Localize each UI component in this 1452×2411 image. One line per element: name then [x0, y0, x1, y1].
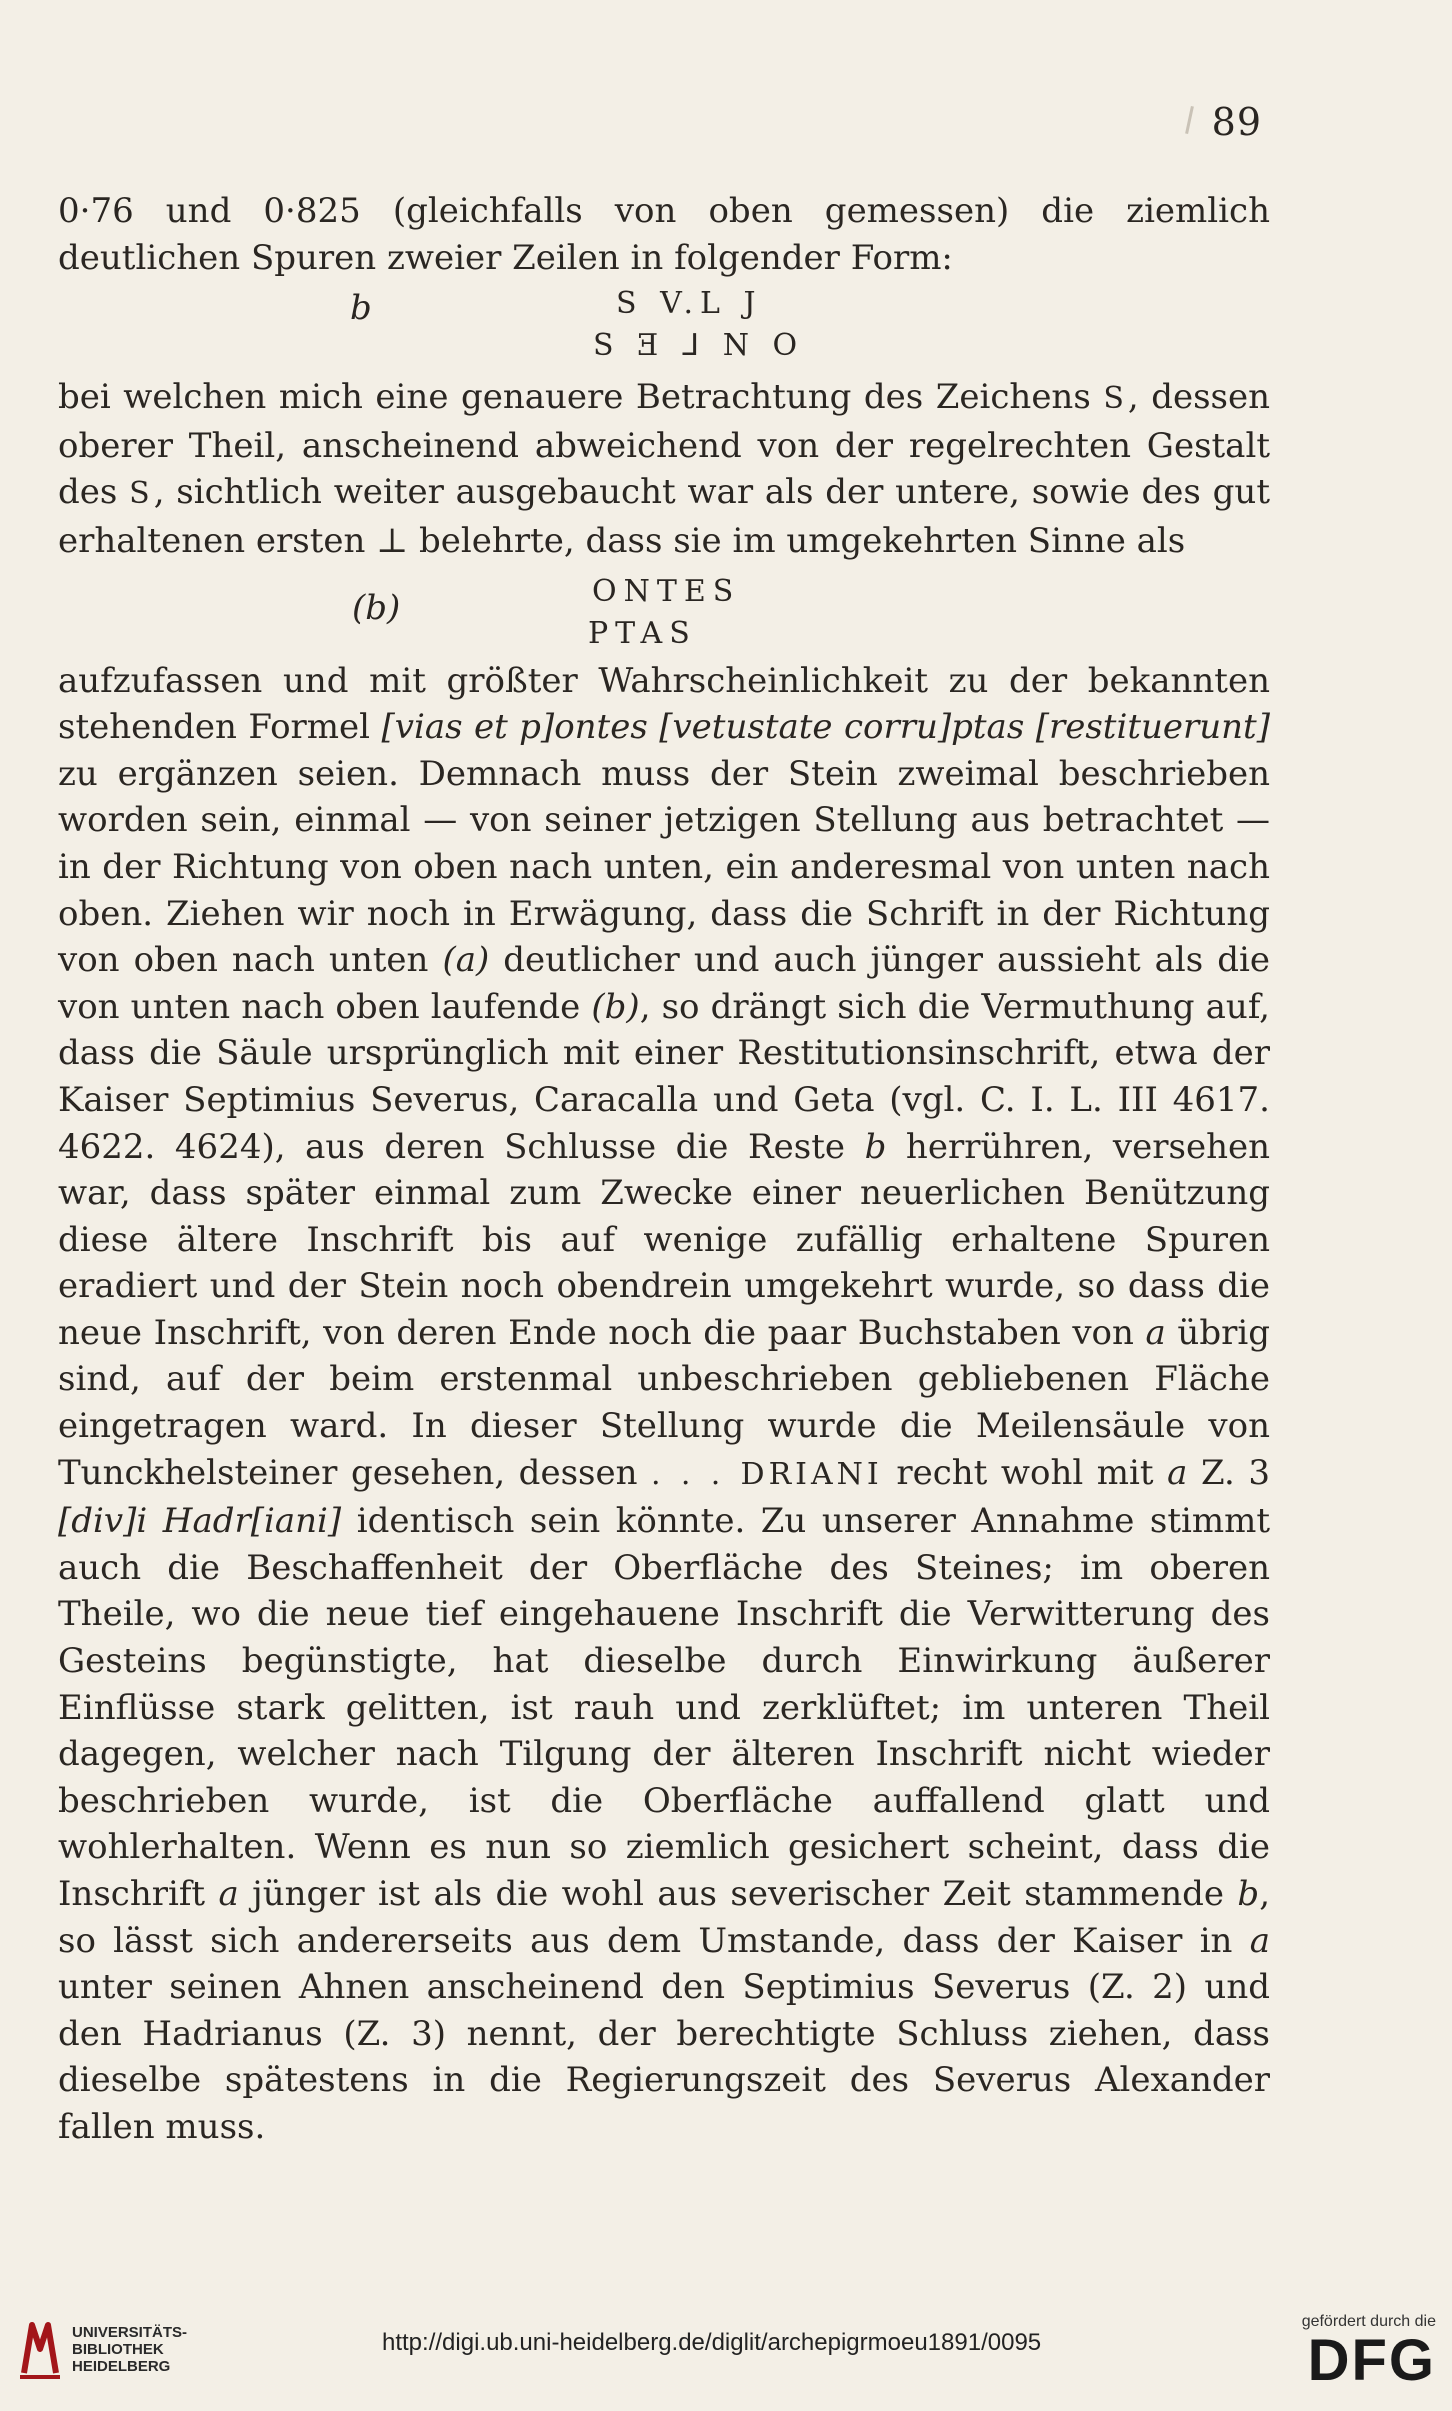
library-name-line-3: HEIDELBERG	[72, 2357, 171, 2375]
inscription-1-label: b	[350, 288, 372, 329]
source-url-link[interactable]: http://digi.ub.uni-heidelberg.de/diglit/archepigrmoeu1891/0095	[382, 2329, 1042, 2356]
inscription-2-line-1: ONTES	[592, 573, 741, 609]
p3-italic-b-3: b	[1237, 1874, 1260, 1914]
page-number: 89	[1211, 100, 1262, 144]
p2-text-a: bei welchen mich eine genauere Betrachtung des Zeichens	[58, 377, 1104, 418]
inscription-2-label: (b)	[352, 587, 401, 628]
p3-text-10: jünger ist als die wohl aus severischer Zeit stammende	[238, 1874, 1238, 1914]
p3-text-9: identisch sein könnte. Zu unserer Annahme stimmt auch die Beschaffenheit der Oberfläche des Steines; im oberen Theile, wo die neue tief eingehauene Inschrift die Verwitterung des Gesteins begünstigte, hat dieselbe durch Einwirkung äußerer Einflüsse stark gelitten, ist rauh und zerklüftet; im unteren Theil dagegen, welcher nach Tilgung der älteren Inschrift nicht wieder beschrieben wurde, ist die Oberfläche auffallend glatt und wohlerhalten. Wenn es nun so ziemlich gesichert scheint, dass die Inschrift	[58, 1501, 1270, 1914]
p2-letter-t-inverted: ⊥	[376, 520, 409, 561]
p3-italic-hadriani: [div]i Hadr[iani]	[58, 1501, 342, 1542]
library-name-line-2: BIBLIOTHEK	[72, 2340, 164, 2358]
p3-text-8: Z. 3	[1187, 1452, 1270, 1493]
library-name	[72, 2324, 187, 2375]
footer-bar	[0, 2291, 1452, 2411]
dfg-wordmark: DFG	[1307, 2328, 1436, 2393]
inscription-1-line-1: S V.L J	[616, 286, 763, 322]
p3-italic-a-5: a	[1249, 1920, 1270, 1961]
inscription-2-line-2: PTAS	[588, 615, 697, 651]
library-name-line-1: UNIVERSITÄTS-	[72, 2323, 188, 2341]
p3-driani: . . . DRIANI	[651, 1456, 883, 1492]
p3-text-4: , so drängt sich die Vermuthung auf, dass die Säule ursprünglich mit einer Restitutionsinschrift, etwa der Kaiser Septimius Severus, Caracalla und Geta (vgl. C. I. L. III 4617. 4622. 4624), aus deren Schlusse die Reste	[58, 986, 1270, 1167]
body-text	[58, 188, 1270, 2151]
inscription-1	[58, 281, 1270, 374]
inscription-2	[58, 565, 1270, 658]
p3-italic-a-4: a	[218, 1874, 239, 1914]
p3-text-5: herrühren, versehen war, dass später einmal zum Zwecke einer neuerlichen Benützung diese ältere Inschrift bis auf wenige zufällig erhaltene Spuren eradiert und der Stein noch obendrein umgekehrt wurde, so dass die neue Inschrift, von deren Ende noch die paar Buchstaben von	[58, 1126, 1270, 1353]
inscription-1-line-2: S Ǝ ⅃ N O	[593, 328, 805, 364]
p3-italic-a: (a)	[442, 940, 490, 981]
p3-text-1: aufzufassen und mit größter Wahrscheinlichkeit zu der bekannten stehenden Formel	[58, 660, 1270, 748]
p3-text-12: unter seinen Ahnen anscheinend den Septimius Severus (Z. 2) und den Hadrianus (Z. 3) nennt, der berechtigte Schluss ziehen, dass dieselbe spätestens in die Regierungszeit des Severus Alexander fallen muss.	[58, 1967, 1270, 2147]
p3-text-7: recht wohl mit	[882, 1452, 1168, 1493]
paragraph-1: 0·76 und 0·825 (gleichfalls von oben gemessen) die ziemlich deutlichen Spuren zweier Zeilen in folgender Form:	[58, 191, 1270, 278]
library-logo[interactable]	[18, 2319, 187, 2379]
p3-italic-b-2: b	[864, 1126, 887, 1167]
funder-caption: gefördert durch die	[1301, 2313, 1436, 2330]
p3-italic-formula: [vias et p]ontes [vetustate corru]ptas [restituerunt]	[381, 707, 1270, 748]
margin-mark	[1185, 106, 1194, 134]
p2-text-d: belehrte, dass sie im umgekehrten Sinne als	[408, 520, 1186, 561]
paragraph-2	[58, 374, 1270, 564]
paragraph-3	[58, 658, 1270, 2151]
p3-italic-a-3: a	[1167, 1452, 1188, 1493]
p3-text-2: zu ergänzen seien. Demnach muss der Stein zweimal beschrieben worden sein, einmal — von seiner jetzigen Stellung aus betrachtet — in der Richtung von oben nach unten, ein anderesmal von unten nach oben. Ziehen wir noch in Erwägung, dass die Schrift in der Richtung von oben nach unten	[58, 753, 1270, 981]
p2-text-c: , sichtlich weiter ausgebaucht war als der untere, sowie des gut erhaltenen ersten	[58, 472, 1270, 561]
p3-text-11: , so lässt sich andererseits aus dem Umstande, dass der Kaiser in	[58, 1874, 1270, 1961]
p3-text-3: deutlicher und auch jünger aussieht als die von unten nach oben laufende	[58, 940, 1270, 1027]
p3-italic-a-2: a	[1145, 1312, 1166, 1353]
dfg-logo[interactable]	[1302, 2313, 1436, 2391]
p2-text-b: , dessen oberer Theil, anscheinend abweichend von der regelrechten Gestalt des	[58, 377, 1271, 513]
p3-text-6: übrig sind, auf der beim erstenmal unbeschrieben gebliebenen Fläche eingetragen ward. In dieser Stellung wurde die Meilensäule von Tunckhelsteiner gesehen, dessen	[58, 1312, 1270, 1493]
p3-italic-b: (b)	[591, 986, 640, 1027]
heidelberg-library-logo-icon	[18, 2319, 62, 2379]
p2-letter-s-1: S	[1103, 381, 1128, 417]
p2-letter-s-2: S	[129, 476, 154, 512]
